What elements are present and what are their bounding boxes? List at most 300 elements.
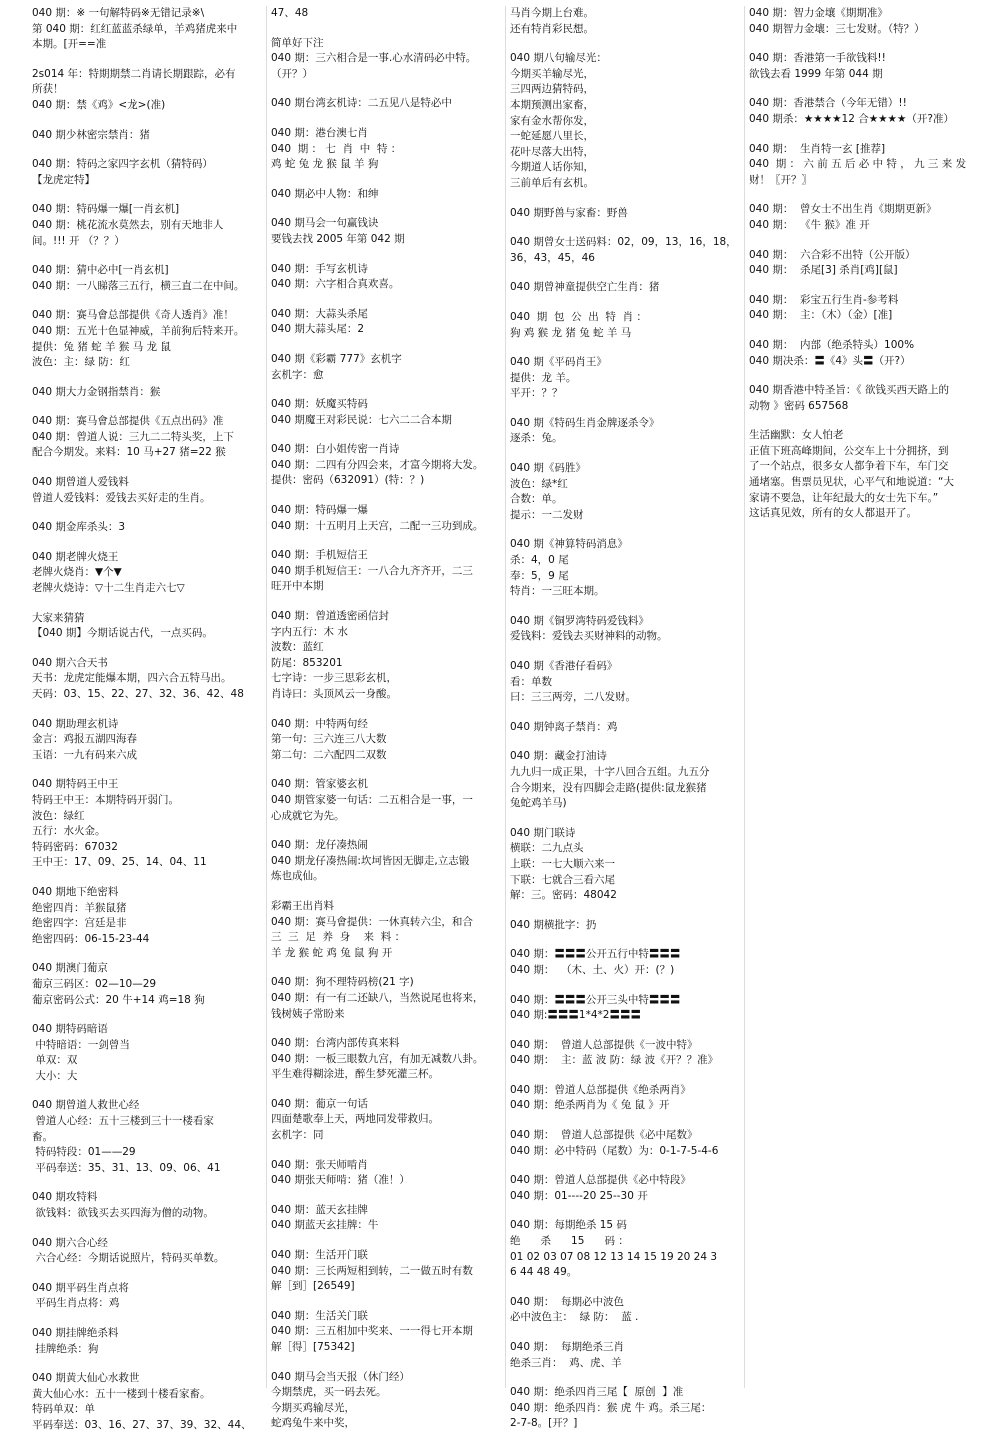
text-line: 特肖：一三旺本期。 xyxy=(510,585,605,598)
text-line: 间。!!! 开 （？？） xyxy=(32,234,125,247)
text-line: 玄机字：同 xyxy=(271,1129,324,1142)
text-line: 040 期：三六相合是一事.心水清码必中特。 xyxy=(271,52,477,65)
text-line: 040 期：三五相加中奖来、一一得七开本期 xyxy=(271,1325,473,1338)
text-block xyxy=(271,1309,499,1356)
text-block xyxy=(749,202,977,233)
text-line: 040 期：曾道人总部提供《绝杀两肖》 xyxy=(510,1083,691,1096)
text-block xyxy=(510,537,738,599)
text-block xyxy=(32,263,260,294)
text-line: 财！〖开？〗 xyxy=(749,173,812,186)
text-line: 040 期大蒜头尾：2 xyxy=(271,323,365,336)
text-line: 040 期智力金壤：三七发财。（特？） xyxy=(749,22,925,35)
text-block xyxy=(271,262,499,293)
text-line: 040 期：01----20 25--30 开 xyxy=(510,1189,648,1202)
text-line: 中特暗语：一剑曾当 xyxy=(32,1038,130,1051)
text-block xyxy=(271,975,499,1022)
text-block xyxy=(510,355,738,402)
text-line: 040 期：特码之家四字玄机（猜特码） xyxy=(32,158,213,171)
text-line: 040 期：绝杀四肖三尾【 原创 】准 xyxy=(510,1386,684,1399)
text-block xyxy=(271,187,499,203)
text-line: 绝 杀 15 码 ： xyxy=(510,1235,629,1248)
text-line: 040 期： 六合彩不出特（公开版） xyxy=(749,248,916,261)
column-3 xyxy=(505,6,738,1430)
text-line: 所获！ xyxy=(32,83,64,96)
text-line: 040 期黄大仙心水救世 xyxy=(32,1372,140,1385)
text-line: 还有特肖彩民想。 xyxy=(510,22,594,35)
text-line: 040 期挂牌绝杀料 xyxy=(32,1327,119,1339)
column-2 xyxy=(266,6,499,1430)
text-line: 生活幽默：女人怕老 xyxy=(749,429,844,442)
text-line: 钱树姨子常盼来 xyxy=(271,1007,345,1020)
text-block xyxy=(749,96,977,127)
text-line: 040 期： 杀尾[3] 杀肖[鸡][鼠] xyxy=(749,264,898,277)
text-block xyxy=(510,6,738,37)
text-block xyxy=(271,397,499,428)
text-block xyxy=(271,6,499,22)
text-line: 合数：单。 xyxy=(510,493,563,506)
text-line: 本期预测出家畜， xyxy=(510,98,594,111)
text-line: 040 期：智力金壤《期期准》 xyxy=(749,7,888,19)
text-block xyxy=(510,310,738,341)
text-line: 040 期：手机短信王 xyxy=(271,549,368,562)
text-line: 040 期《彩霸 777》玄机字 xyxy=(271,352,402,365)
text-line: 解［得］[75342] xyxy=(271,1341,355,1353)
text-line: 特码密码：67032 xyxy=(32,840,118,853)
text-line: 040 期：香港第一手欲钱料!! xyxy=(749,52,886,65)
text-line: 040 期地下绝密料 xyxy=(32,885,119,898)
text-line: 01 02 03 07 08 12 13 14 15 19 20 24 3 xyxy=(510,1250,718,1263)
text-line: 040 期： 彩宝五行生肖-参考料 xyxy=(749,293,899,306)
text-block xyxy=(510,1083,738,1114)
text-line: 040 期六合心经 xyxy=(32,1236,108,1249)
text-block xyxy=(510,1295,738,1326)
text-line: 今期买羊输尽光， xyxy=(510,67,594,80)
text-block xyxy=(510,51,738,191)
text-line: 老牌火烧肖：▼个▼ xyxy=(32,566,122,579)
text-line: 040 期《香港仔看码》 xyxy=(510,660,618,672)
text-line: 单双：双 xyxy=(32,1054,78,1067)
text-block xyxy=(749,428,977,522)
text-line: 040 期：特码爆一爆[一肖玄机] xyxy=(32,203,180,216)
text-line: 040 期决杀：〓《4》头〓（开?） xyxy=(749,354,911,367)
text-line: 040 期：中特两句经 xyxy=(271,717,368,730)
text-line: 大小：大 xyxy=(32,1069,78,1082)
text-line: 炼也成仙。 xyxy=(271,870,324,883)
text-block xyxy=(32,128,260,144)
text-line: 040 期 ： 六 前 五 后 必 中 特 ， 九 三 来 发 xyxy=(749,158,967,171)
text-line: 七字诗：一步三思彩玄机， xyxy=(271,672,397,685)
text-block xyxy=(510,993,738,1024)
text-line: 九九归一成正果，十字八回合五组。九五分 xyxy=(510,765,710,778)
text-block xyxy=(32,67,260,114)
text-line: 040 期少林密宗禁肖：猪 xyxy=(32,128,150,141)
text-block xyxy=(32,308,260,370)
text-line: 配合今期发。来料：10 马+27 猪=22 猴 xyxy=(32,446,226,459)
text-block xyxy=(32,520,260,536)
text-block xyxy=(32,885,260,947)
text-block xyxy=(749,248,977,279)
text-block xyxy=(32,385,260,401)
column-4 xyxy=(744,6,977,1388)
text-line: 040 期：赛马會总部提供《奇人透肖》准！ xyxy=(32,309,234,322)
text-line: 040 期：白小姐传密一肖诗 xyxy=(271,443,400,456)
text-line: 47、48 xyxy=(271,7,309,19)
text-line: 040 期蓝天玄挂牌：牛 xyxy=(271,1219,379,1232)
text-line: 040 期： 《牛 猴》准 开 xyxy=(749,218,870,231)
text-block xyxy=(510,416,738,447)
text-line: 第一句：三六连三八大数 xyxy=(271,733,387,746)
text-line: 天书：龙虎定能爆本期，四六合五特马出。 xyxy=(32,672,232,685)
text-line: 040 期《特码生肖金牌逐杀令》 xyxy=(510,416,660,429)
text-line: 波色：绿红 xyxy=(32,809,85,822)
text-line: 必中波色主： 绿 防： 蓝 . xyxy=(510,1311,639,1324)
text-block xyxy=(32,6,260,53)
text-line: 040 期特码暗语 xyxy=(32,1023,108,1036)
text-line: 040 期横批字：扔 xyxy=(510,918,597,931)
text-line: 第 040 期：红红蓝蓝杀绿单，羊鸡猪虎来中 xyxy=(32,22,238,35)
text-line: 【龙虎定特】 xyxy=(32,173,95,186)
text-block xyxy=(32,961,260,1008)
text-block xyxy=(271,777,499,824)
text-line: 提供：密码（632091）(特：？) xyxy=(271,474,425,487)
text-line: 040 期：特码爆一爆 xyxy=(271,504,368,517)
text-line: 三前单后有玄机。 xyxy=(510,176,594,189)
text-line: 040 期门联诗 xyxy=(510,826,576,839)
text-line: 040 期：绝杀四肖：猴 虎 牛 鸡。杀三尾： xyxy=(510,1401,712,1414)
text-line: 040 期：生活关门联 xyxy=(271,1309,368,1322)
text-line: 040 期：桃花流水莫然去，别有天地非人 xyxy=(32,218,224,231)
text-block xyxy=(32,1098,260,1176)
text-block xyxy=(271,1248,499,1295)
text-line: 蛇鸡兔牛来中奖， xyxy=(271,1417,355,1430)
text-line: 6 44 48 49。 xyxy=(510,1266,578,1279)
text-line: 平生难得糊涂进，醉生梦死灌三杯。 xyxy=(271,1068,439,1081)
text-line: 040 期助理玄机诗 xyxy=(32,717,119,730)
text-line: 040 期攻特料 xyxy=(32,1191,98,1204)
text-line: 040 期：绝杀两肖为《 兔 鼠 》开 xyxy=(510,1099,670,1112)
text-line: 平码奉送：35、31、13、09、06、41 xyxy=(32,1161,221,1174)
text-line: 040 期：必中特码（尾数）为：0-1-7-5-4-6 xyxy=(510,1144,719,1157)
text-line: 040 期曾道人爱钱料 xyxy=(32,476,129,489)
text-line: 040 期：大蒜头杀尾 xyxy=(271,307,368,320)
text-line: 三四两边猜特码， xyxy=(510,83,594,96)
text-line: 葡京密码公式：20 牛+14 鸡=18 狗 xyxy=(32,993,205,1006)
text-line: 040 期六合天书 xyxy=(32,656,108,669)
text-line: 040 期：张天师啃肖 xyxy=(271,1158,368,1171)
text-block xyxy=(271,838,499,885)
text-block xyxy=(32,157,260,188)
text-line: 040 期香港中特圣旨：《 欲钱买西天路上的 xyxy=(749,384,949,397)
text-line: 波色：主：绿 防：红 xyxy=(32,356,130,369)
text-line: 040 期：六字相合真欢喜。 xyxy=(271,278,400,291)
text-line: 040 期： 曾道人总部提供《一波中特》 xyxy=(510,1038,698,1051)
text-line: 今期禁虎，买一码去死。 xyxy=(271,1386,387,1399)
text-block xyxy=(32,656,260,703)
text-line: 玉语：一九有码来六成 xyxy=(32,748,137,761)
text-block xyxy=(32,1190,260,1221)
text-block xyxy=(271,717,499,764)
text-line: 040 期： 每期必中波色 xyxy=(510,1295,625,1308)
text-line: 040 期：一板三眼数九宫，有加无减数八卦。 xyxy=(271,1052,484,1065)
text-line: 横联：二九点头 xyxy=(510,842,584,855)
text-line: 040 期台湾玄机诗：二五见八是特必中 xyxy=(271,97,452,110)
text-line: 动物 》密码 657568 xyxy=(749,399,849,412)
text-block xyxy=(32,414,260,461)
text-line: 通堵塞。售票员见状，心平气和地说道：“大 xyxy=(749,476,954,489)
text-line: 旺开中本期 xyxy=(271,580,324,593)
text-line: 040 期：曾道人说：三九二二特头奖，上下 xyxy=(32,430,234,443)
text-line: 040 期：十五明月上天宫，二配一三功到成。 xyxy=(271,519,484,532)
text-line: 六合心经：今期话说照片，特码买单数。 xyxy=(32,1252,225,1265)
text-block xyxy=(510,206,738,222)
text-line: 040 期：三长两短相到转，二一做五时有数 xyxy=(271,1264,473,1277)
text-line: 要钱去找 2005 年第 042 期 xyxy=(271,232,405,245)
text-line: 波色：绿*红 xyxy=(510,477,568,490)
text-line: 特码王中王：本期特码开弱门。 xyxy=(32,793,179,806)
text-line: 一蛇延愿八里长， xyxy=(510,130,594,143)
text-line: 040 期管家婆一句话：二五相合是一事，一 xyxy=(271,793,473,806)
text-block xyxy=(271,1203,499,1234)
text-line: 040 期：葡京一句话 xyxy=(271,1097,368,1110)
text-line: 家有金水帮你发， xyxy=(510,114,594,127)
text-line: 040 期张天师啃：猪（准！） xyxy=(271,1174,410,1187)
text-line: 特码特段：01——29 xyxy=(32,1146,136,1159)
text-line: 040 期： 曾道人总部提供《必中尾数》 xyxy=(510,1129,698,1142)
text-block xyxy=(749,6,977,37)
text-line: 鸡 蛇 兔 龙 猴 鼠 羊 狗 xyxy=(271,158,379,171)
text-line: 040 期：赛马會提供：一休真转六尘，和合 xyxy=(271,915,473,928)
text-line: 特码单双：单 xyxy=(32,1403,95,1416)
text-line: 040 期杀：★★★★12 合★★★★（开?准） xyxy=(749,112,954,125)
text-block xyxy=(271,899,499,961)
text-line: 奉：5，9 尾 xyxy=(510,569,569,582)
text-block xyxy=(271,216,499,247)
text-line: 绝杀三肖： 鸡、虎、羊 xyxy=(510,1356,622,1369)
text-line: 040 期： 曾女士不出生肖《期期更新》 xyxy=(749,203,937,216)
text-line: 040 期：港台澳七肖 xyxy=(271,126,368,139)
text-block xyxy=(271,548,499,595)
text-block xyxy=(32,202,260,249)
text-block xyxy=(32,550,260,597)
text-line: 绝密四字：宫廷是非 xyxy=(32,917,127,930)
text-block xyxy=(510,947,738,978)
text-line: 了一个站点，很多女人都争着下车，车门交 xyxy=(749,460,949,473)
text-line: 提供：兔 猪 蛇 羊 猴 马 龙 鼠 xyxy=(32,340,171,353)
text-block xyxy=(32,717,260,764)
text-block xyxy=(32,611,260,642)
text-line: 葡京三码区：02—10—29 xyxy=(32,977,157,990)
text-line: 曾道人心经：五十三楼到三十一楼看家 xyxy=(32,1115,214,1128)
text-block xyxy=(510,1173,738,1204)
text-line: 下联：七就合三看六尾 xyxy=(510,873,615,886)
text-block xyxy=(32,1371,260,1433)
text-line: 040 期手机短信王：一八合九齐齐开，二三 xyxy=(271,564,473,577)
text-line: 今期道人话你知， xyxy=(510,161,594,174)
text-line: 肖诗曰：头顶风云一身酸。 xyxy=(271,688,397,700)
text-line: 040 期《码胜》 xyxy=(510,462,586,475)
text-block xyxy=(510,280,738,296)
text-line: 040 期龙仔凑热闹:坎坷皆因无脚走,立志锻 xyxy=(271,854,470,867)
text-line: 四面楚歌奉上天，两地同发带救归。 xyxy=(271,1113,439,1126)
text-block xyxy=(32,1236,260,1267)
text-block xyxy=(510,461,738,523)
text-line: 简单好下注 xyxy=(271,36,324,49)
text-line: 040 期：藏金打油诗 xyxy=(510,750,607,763)
text-line: 040 期：蓝天玄挂牌 xyxy=(271,1203,368,1216)
text-block xyxy=(749,293,977,324)
text-line: 天码：03、15、22、27、32、36、42、48 xyxy=(32,688,244,700)
text-line: 040 期：曾道人总部提供《必中特段》 xyxy=(510,1174,691,1187)
text-line: 040 期：手写玄机诗 xyxy=(271,262,368,275)
text-line: 提示：一二发财 xyxy=(510,508,584,521)
text-line: 040 期： 主：（木）（金）[准] xyxy=(749,309,893,322)
text-line: 绝密四肖：羊猴鼠猪 xyxy=(32,901,127,914)
text-line: 040 期曾神童提供空亡生肖：猪 xyxy=(510,281,660,294)
text-line: 欲钱料：欲钱买去买四海为僧的动物。 xyxy=(32,1207,214,1220)
text-line: 波数：蓝红 xyxy=(271,641,324,654)
text-block xyxy=(749,383,977,414)
text-line: 马肖今期上台难。 xyxy=(510,7,594,19)
text-line: 解：三。密码：48042 xyxy=(510,889,617,902)
text-line: 040 期：管家婆玄机 xyxy=(271,778,368,791)
text-block xyxy=(32,777,260,871)
text-line: 36，43，45，46 xyxy=(510,251,595,264)
text-line: 040 期：〓〓〓公开五行中特〓〓〓 xyxy=(510,948,681,961)
text-line: 2-7-8。[开？] xyxy=(510,1417,578,1430)
text-line: 040 期：生活开门联 xyxy=(271,1249,368,1262)
text-block xyxy=(271,96,499,112)
text-line: 040 期曾道人救世心经 xyxy=(32,1099,140,1112)
text-line: 040 期《铜罗湾特码爱钱料》 xyxy=(510,614,649,627)
column-1 xyxy=(32,6,260,1431)
text-line: 040 期魔王对彩民说：七六二二合本期 xyxy=(271,413,452,426)
text-line: 曾道人爱钱料：爱钱去买好走的生肖。 xyxy=(32,491,211,504)
text-line: 040 期：狗不理特码榜(21 字) xyxy=(271,976,414,989)
text-line: 040 期：二四有分四会来，才富今期将大发。 xyxy=(271,458,484,471)
text-block xyxy=(510,1038,738,1069)
text-line: 040 期： （木、土、火）开：(？) xyxy=(510,963,675,976)
text-line: 040 期马会一句赢钱诀 xyxy=(271,217,379,230)
text-line: 040 期 包 公 出 特 肖 ： xyxy=(510,310,647,323)
text-block xyxy=(510,1340,738,1371)
text-line: 040 期:〓〓〓1*4*2〓〓〓 xyxy=(510,1009,641,1022)
text-block xyxy=(510,918,738,934)
text-line: 今期买鸡输尽光， xyxy=(271,1401,355,1414)
text-block xyxy=(32,1326,260,1357)
text-line: 心成就它为先。 xyxy=(271,809,345,822)
text-line: 家请不要急，让年纪最大的女士先下车。” xyxy=(749,491,939,504)
text-block xyxy=(510,749,738,811)
text-line: 上联：一七大顺六来一 xyxy=(510,857,615,870)
text-line: 王中王：17、09、25、14、04、11 xyxy=(32,856,207,869)
text-line: 欲钱去看 1999 年第 044 期 xyxy=(749,67,883,80)
text-line: 040 期：〓〓〓公开三头中特〓〓〓 xyxy=(510,993,681,1006)
text-line: 解［到］[26549] xyxy=(271,1280,355,1293)
text-line: 黄大仙心水：五十一楼到十楼看家畜。 xyxy=(32,1387,211,1400)
text-block xyxy=(271,36,499,83)
text-line: 合今期来，没有四脚会走路(提供:鼠龙猴猪 xyxy=(510,781,707,794)
text-line: （开？） xyxy=(271,67,313,80)
text-line: 040 期：台湾内部传真来料 xyxy=(271,1037,400,1050)
text-line: 040 期：一八睇落三五行，横三直二在中间。 xyxy=(32,279,245,292)
text-block xyxy=(271,352,499,383)
text-block xyxy=(271,503,499,534)
text-line: 绝密四码：06-15-23-44 xyxy=(32,932,150,945)
text-block xyxy=(32,1281,260,1312)
text-line: 2s014 年：特期期禁二肖请长期跟踪，必有 xyxy=(32,67,236,80)
text-line: 040 期： 内部（绝杀特头）100% xyxy=(749,338,915,351)
text-line: 040 期《神算特码消息》 xyxy=(510,538,628,551)
text-line: 040 期：猜中必中[一肖玄机] xyxy=(32,264,169,277)
text-line: 逐杀：兔。 xyxy=(510,432,563,445)
text-block xyxy=(32,475,260,506)
text-line: 爱钱料：爱钱去买财神料的动物。 xyxy=(510,630,668,643)
text-block xyxy=(749,142,977,189)
text-block xyxy=(510,1128,738,1159)
text-line: 平开：？？ xyxy=(510,387,563,400)
text-line: 040 期 ： 七 肖 中 特 ： xyxy=(271,142,402,155)
text-line: 040 期：五光十色显神威，羊前狗后特来开。 xyxy=(32,324,245,337)
text-block xyxy=(271,1370,499,1432)
text-line: 金言：鸡报五湖四海春 xyxy=(32,733,137,746)
text-line: 040 期： 每期绝杀三肖 xyxy=(510,1341,625,1353)
text-line: 040 期金库杀头：3 xyxy=(32,521,126,534)
text-line: 040 期：※ 一句解特码※无错记录※\ xyxy=(32,7,205,19)
text-line: 040 期：禁《鸡》<龙>(准) xyxy=(32,98,166,111)
text-block xyxy=(510,826,738,904)
text-line: 本期。[开==准 xyxy=(32,38,107,51)
text-line: 老牌火烧诗：▽十二生肖走六七▽ xyxy=(32,582,185,595)
text-line: 提供：龙 羊。 xyxy=(510,371,577,384)
text-line: 040 期老牌火烧王 xyxy=(32,550,119,563)
text-block xyxy=(749,338,977,369)
text-line: 玄机字：愈 xyxy=(271,368,324,381)
text-line: 畜。 xyxy=(32,1130,53,1143)
text-line: 防尾：853201 xyxy=(271,656,343,669)
text-line: 040 期：曾道透密函信封 xyxy=(271,610,389,623)
text-line: 040 期：龙仔凑热闹 xyxy=(271,839,368,852)
text-line: 彩霸王出肖料 xyxy=(271,899,334,912)
text-block xyxy=(510,235,738,266)
text-block xyxy=(271,442,499,489)
text-block xyxy=(32,1022,260,1084)
text-line: 040 期《平码肖王》 xyxy=(510,356,607,369)
text-line: 040 期： 主：蓝 波 防：绿 波《开？？准》 xyxy=(510,1054,719,1067)
text-line: 【040 期】今期话说古代，一点买码。 xyxy=(32,627,213,640)
text-block xyxy=(510,720,738,736)
text-line: 040 期：每期绝杀 15 码 xyxy=(510,1219,627,1232)
text-line: 040 期野兽与家畜：野兽 xyxy=(510,206,628,219)
text-line: 曰：三三两旁，二八发财。 xyxy=(510,691,636,704)
text-line: 040 期：赛马會总部提供《五点出码》准 xyxy=(32,415,224,428)
text-line: 字内五行：木 水 xyxy=(271,625,348,638)
text-line: 五行：水火金。 xyxy=(32,825,106,838)
text-block xyxy=(510,614,738,645)
text-line: 040 期八句输尽光： xyxy=(510,52,607,65)
text-line: 看：单数 xyxy=(510,675,552,688)
text-line: 平码生肖点将：鸡 xyxy=(32,1297,120,1310)
text-block xyxy=(510,659,738,706)
text-block xyxy=(271,1158,499,1189)
text-block xyxy=(271,1097,499,1144)
text-line: 040 期平码生肖点将 xyxy=(32,1281,129,1294)
text-block xyxy=(510,1385,738,1432)
text-block xyxy=(271,307,499,338)
text-line: 040 期： 生肖特一玄 [推荐] xyxy=(749,142,886,155)
text-line: 040 期澳门葡京 xyxy=(32,962,108,975)
text-line: 狗 鸡 猴 龙 猪 兔 蛇 羊 马 xyxy=(510,326,632,339)
text-block xyxy=(271,126,499,173)
